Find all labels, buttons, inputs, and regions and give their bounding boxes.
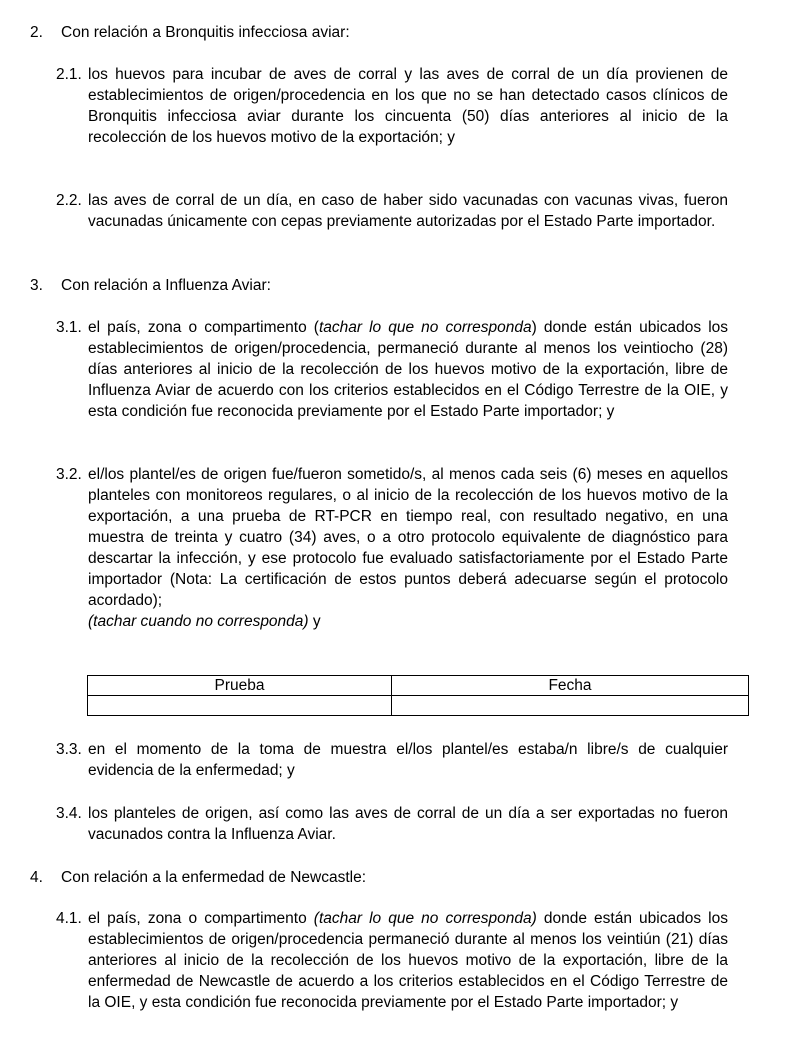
item-4-1 [56, 908, 728, 1013]
section-3-heading [30, 275, 750, 296]
item-2-2 [56, 190, 728, 232]
item-3-3 [56, 739, 728, 781]
item-text-part: ) donde están ubicados los establecimientos de origen/procedencia, permaneció durante al menos los veintiocho (28) días anteriores al inicio de la recolección de los huevos motivo de la exportación, libre de Influenza Aviar de acuerdo con los criterios establecidos en el Código Terrestre de la OIE, y esta condición fue reconocida previamente por el Estado Parte importador; y [88, 319, 729, 420]
item-number: 3.3. [56, 741, 82, 758]
strike-instruction: tachar lo que no corresponda [318, 319, 532, 336]
table-header-row [88, 676, 749, 696]
section-number: 4. [30, 869, 43, 886]
item-number: 3.1. [56, 319, 82, 336]
table-header-fecha: Fecha [392, 676, 749, 696]
item-text [88, 317, 728, 422]
section-title: Con relación a Influenza Aviar: [61, 277, 271, 294]
item-text: en el momento de la toma de muestra el/los plantel/es estaba/n libre/s de cualquier evidencia de la enfermedad; y [88, 741, 728, 779]
item-text-part: donde están ubicados los establecimientos de origen/procedencia permaneció durante al menos los veintiún (21) días anteriores al inicio de la recolección de los huevos motivo de la exportación, libre de la enfermedad de Newcastle de acuerdo a los criterios establecidos en el Código Terrestre de la OIE, y esta condición fue reconocida previamente por el Estado Parte importador; y [88, 910, 728, 1011]
table-row [88, 696, 749, 716]
test-table [87, 675, 749, 716]
item-text: los huevos para incubar de aves de corral y las aves de corral de un día provienen de establecimientos de origen/procedencia en los que no se han detectado casos clínicos de Bronquitis infecciosa aviar durante los cincuenta (50) días anteriores al inicio de la recolección de los huevos motivo de la exportación; y [88, 66, 728, 146]
item-text [88, 464, 728, 632]
section-2-heading [30, 22, 750, 43]
note-text: La certificación de estos puntos deberá adecuarse según el protocolo acordado); [88, 571, 728, 609]
item-text: los planteles de origen, así como las aves de corral de un día a ser exportadas no fueron vacunados contra la Influenza Aviar. [88, 805, 728, 843]
item-text-part: el país, zona o compartimento [88, 910, 314, 927]
strike-line [88, 611, 728, 632]
item-2-1 [56, 64, 728, 148]
item-text [88, 908, 728, 1013]
strike-instruction: (tachar lo que no corresponda) [313, 910, 537, 927]
table-header-prueba: Prueba [88, 676, 392, 696]
item-number: 4.1. [56, 910, 82, 927]
item-3-2 [56, 464, 728, 632]
section-4-heading [30, 867, 750, 888]
table-cell-fecha[interactable] [392, 696, 749, 716]
item-text-part: el país, zona o compartimento ( [88, 319, 319, 336]
item-number: 2.2. [56, 192, 82, 209]
item-number: 2.1. [56, 66, 82, 83]
item-text: las aves de corral de un día, en caso de haber sido vacunadas con vacunas vivas, fueron vacunadas únicamente con cepas previamente autorizadas por el Estado Parte importador. [88, 192, 728, 230]
item-text-part: el/los plantel/es de origen fue/fueron sometido/s, al menos cada seis (6) meses en aquellos planteles con monitoreos regulares, o al inicio de la recolección de los huevos motivo de la exportación, a una prueba de RT-PCR en tiempo real, con resultado negativo, en una muestra de treinta y cuatro (34) aves, o a otro protocolo equivalente de diagnóstico para descartar la infección, y ese protocolo fue evaluado satisfactoriamente por el Estado Parte importador [88, 466, 728, 588]
item-3-1 [56, 317, 728, 422]
section-number: 3. [30, 277, 43, 294]
note-open: ( [162, 571, 175, 588]
section-number: 2. [30, 24, 43, 41]
table-cell-prueba[interactable] [88, 696, 392, 716]
item-number: 3.4. [56, 805, 82, 822]
note-label: Nota: [175, 571, 213, 588]
section-title: Con relación a la enfermedad de Newcastle: [61, 869, 367, 886]
item-3-4 [56, 803, 728, 845]
item-text-part: y [308, 613, 321, 630]
strike-instruction: (tachar cuando no corresponda) [88, 613, 309, 630]
section-title: Con relación a Bronquitis infecciosa aviar: [61, 24, 350, 41]
item-number: 3.2. [56, 466, 82, 483]
